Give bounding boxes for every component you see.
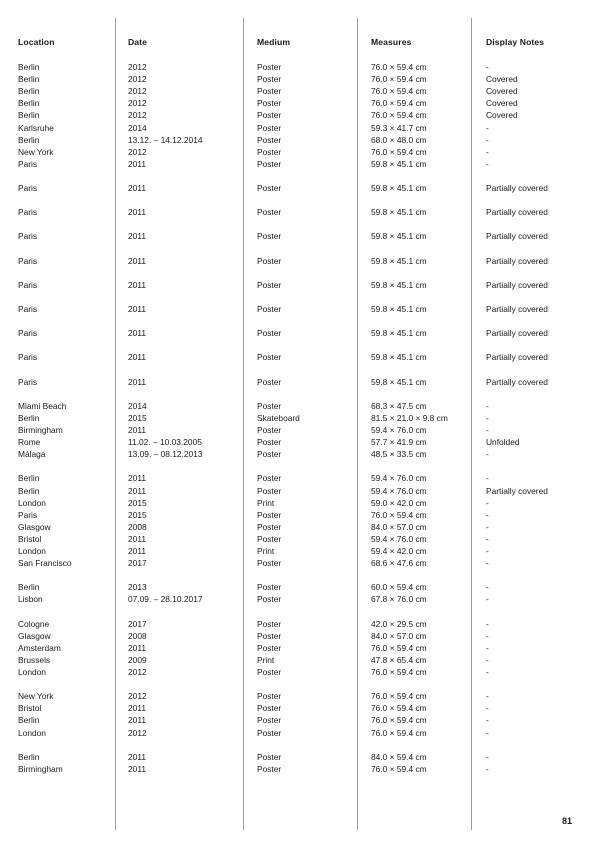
cell-notes: - <box>486 630 489 641</box>
cell-notes: Unfolded <box>486 437 520 448</box>
cell-date: 2011 <box>128 376 147 387</box>
cell-medium: Poster <box>257 667 282 677</box>
cell-location: Paris <box>18 255 38 266</box>
cell-location: Amsterdam <box>18 642 61 653</box>
cell-location: London <box>18 497 46 508</box>
cell-location: Paris <box>18 352 38 363</box>
cell-date: 2011 <box>128 255 147 266</box>
cell-measures: 76.0 × 59.4 cm <box>371 763 427 774</box>
cell-medium: Poster <box>257 630 282 641</box>
cell-notes: - <box>486 582 489 593</box>
cell-notes: - <box>486 703 489 714</box>
cell-medium: Poster <box>257 207 282 218</box>
cell-measures: 67.8 × 76.0 cm <box>371 594 427 605</box>
cell-notes: - <box>486 400 489 411</box>
cell-location: Berlin <box>18 412 40 423</box>
table-row <box>0 327 600 339</box>
cell-notes: - <box>486 158 489 169</box>
cell-medium: Poster <box>257 703 282 714</box>
table-row <box>0 182 600 194</box>
cell-date: 2011 <box>128 751 147 762</box>
table-row <box>0 97 600 109</box>
cell-notes: - <box>486 667 489 677</box>
cell-medium: Poster <box>257 727 282 738</box>
cell-medium: Poster <box>257 86 282 97</box>
cell-location: London <box>18 546 46 556</box>
cell-date: 2008 <box>128 630 147 641</box>
cell-measures: 76.0 × 59.4 cm <box>371 86 427 97</box>
cell-measures: 59.4 × 76.0 cm <box>371 485 427 496</box>
cell-date: 2012 <box>128 727 147 738</box>
cell-date: 2011 <box>128 279 147 290</box>
cell-location: Karlsruhe <box>18 122 54 133</box>
table-row <box>0 424 600 436</box>
cell-notes: - <box>486 594 489 605</box>
cell-measures: 59.8 × 45.1 cm <box>371 328 427 339</box>
cell-measures: 76.0 × 59.4 cm <box>371 509 427 520</box>
cell-measures: 76.0 × 59.4 cm <box>371 715 427 726</box>
cell-notes: - <box>486 751 489 762</box>
cell-notes: - <box>486 533 489 544</box>
cell-measures: 84.0 × 57.0 cm <box>371 630 427 641</box>
cell-date: 2017 <box>128 558 147 569</box>
cell-date: 2014 <box>128 400 147 411</box>
cell-medium: Poster <box>257 62 282 72</box>
table-row <box>0 545 600 557</box>
cell-notes: - <box>486 642 489 653</box>
cell-notes: - <box>486 654 489 665</box>
cell-medium: Poster <box>257 110 282 121</box>
cell-notes: - <box>486 62 489 72</box>
cell-date: 2012 <box>128 667 147 677</box>
cell-location: Brussels <box>18 654 51 665</box>
cell-measures: 59.8 × 45.1 cm <box>371 352 427 363</box>
table-row <box>0 255 600 267</box>
cell-notes: - <box>486 473 489 484</box>
cell-date: 2014 <box>128 122 147 133</box>
table-row <box>0 400 600 412</box>
cell-measures: 76.0 × 59.4 cm <box>371 667 427 677</box>
cell-measures: 76.0 × 59.4 cm <box>371 727 427 738</box>
cell-notes: Partially covered <box>486 376 548 387</box>
cell-location: Berlin <box>18 110 40 121</box>
cell-date: 2012 <box>128 98 147 109</box>
table-row <box>0 158 600 170</box>
cell-measures: 68.0 × 48.0 cm <box>371 134 427 145</box>
cell-measures: 59.4 × 76.0 cm <box>371 473 427 484</box>
cell-measures: 59.8 × 45.1 cm <box>371 207 427 218</box>
table-row <box>0 593 600 605</box>
table-row <box>0 61 600 73</box>
table-row <box>0 279 600 291</box>
cell-location: Berlin <box>18 582 40 593</box>
cell-measures: 76.0 × 59.4 cm <box>371 642 427 653</box>
cell-medium: Poster <box>257 122 282 133</box>
cell-notes: - <box>486 425 489 435</box>
cell-measures: 76.0 × 59.4 cm <box>371 146 427 157</box>
table-row <box>0 714 600 726</box>
cell-medium: Poster <box>257 618 282 629</box>
cell-date: 2009 <box>128 654 147 665</box>
cell-measures: 68.6 × 47.6 cm <box>371 558 427 569</box>
table-row <box>0 521 600 533</box>
cell-medium: Poster <box>257 763 282 774</box>
cell-medium: Poster <box>257 521 282 532</box>
cell-measures: 59.8 × 45.1 cm <box>371 304 427 314</box>
cell-date: 2011 <box>128 485 147 496</box>
cell-location: Paris <box>18 376 38 387</box>
cell-notes: - <box>486 618 489 629</box>
cell-location: Birmingham <box>18 425 63 435</box>
header-display-notes: Display Notes <box>486 37 545 47</box>
cell-measures: 76.0 × 59.4 cm <box>371 74 427 85</box>
cell-date: 11.02. – 10.03.2005 <box>128 437 202 448</box>
cell-notes: - <box>486 146 489 157</box>
cell-medium: Poster <box>257 74 282 85</box>
cell-medium: Poster <box>257 715 282 726</box>
cell-location: London <box>18 667 46 677</box>
table-row <box>0 581 600 593</box>
cell-medium: Poster <box>257 146 282 157</box>
cell-medium: Poster <box>257 582 282 593</box>
cell-location: Miami Beach <box>18 400 67 411</box>
table-row <box>0 497 600 509</box>
cell-date: 2012 <box>128 110 147 121</box>
cell-location: Paris <box>18 279 38 290</box>
cell-notes: Partially covered <box>486 231 548 242</box>
cell-medium: Poster <box>257 231 282 242</box>
cell-measures: 59.0 × 42.0 cm <box>371 497 427 508</box>
cell-notes: Partially covered <box>486 328 548 339</box>
cell-date: 2011 <box>128 703 147 714</box>
cell-location: Berlin <box>18 62 40 72</box>
cell-location: Paris <box>18 158 38 169</box>
cell-medium: Print <box>257 654 275 665</box>
cell-medium: Poster <box>257 352 282 363</box>
cell-measures: 59.4 × 76.0 cm <box>371 425 427 435</box>
cell-location: Bristol <box>18 533 42 544</box>
table-row <box>0 654 600 666</box>
cell-location: Paris <box>18 328 38 339</box>
cell-notes: Covered <box>486 110 518 121</box>
cell-notes: Covered <box>486 74 518 85</box>
cell-location: Berlin <box>18 751 40 762</box>
cell-notes: - <box>486 727 489 738</box>
cell-measures: 60.0 × 59.4 cm <box>371 582 427 593</box>
cell-date: 2012 <box>128 146 147 157</box>
cell-date: 2011 <box>128 763 147 774</box>
cell-medium: Poster <box>257 594 282 605</box>
table-row <box>0 702 600 714</box>
cell-medium: Poster <box>257 558 282 569</box>
cell-date: 13.09. – 08.12.2013 <box>128 449 203 460</box>
cell-medium: Poster <box>257 98 282 109</box>
cell-medium: Poster <box>257 449 282 460</box>
cell-location: Paris <box>18 207 38 218</box>
cell-date: 2011 <box>128 642 147 653</box>
cell-measures: 68.3 × 47.5 cm <box>371 400 427 411</box>
table-row <box>0 630 600 642</box>
table-row <box>0 557 600 569</box>
cell-notes: - <box>486 546 489 556</box>
cell-medium: Skateboard <box>257 412 300 423</box>
table-row <box>0 533 600 545</box>
cell-date: 2011 <box>128 352 147 363</box>
cell-measures: 59.4 × 42.0 cm <box>371 546 427 556</box>
cell-medium: Poster <box>257 279 282 290</box>
cell-location: Birmingham <box>18 763 63 774</box>
cell-medium: Poster <box>257 485 282 496</box>
cell-notes: Partially covered <box>486 304 548 314</box>
cell-notes: Covered <box>486 86 518 97</box>
table-row <box>0 206 600 218</box>
cell-date: 2015 <box>128 497 147 508</box>
cell-date: 2008 <box>128 521 147 532</box>
cell-medium: Poster <box>257 183 282 193</box>
cell-location: Berlin <box>18 485 40 496</box>
page-number: 81 <box>562 816 573 826</box>
cell-measures: 81.5 × 21.0 × 9.8 cm <box>371 412 448 423</box>
table-row <box>0 763 600 775</box>
cell-medium: Poster <box>257 691 282 702</box>
cell-date: 2011 <box>128 158 147 169</box>
cell-medium: Poster <box>257 255 282 266</box>
cell-date: 2012 <box>128 74 147 85</box>
cell-notes: Partially covered <box>486 485 548 496</box>
cell-date: 2015 <box>128 412 147 423</box>
table-row <box>0 485 600 497</box>
cell-location: Paris <box>18 183 38 193</box>
cell-medium: Poster <box>257 304 282 314</box>
cell-measures: 84.0 × 57.0 cm <box>371 521 427 532</box>
cell-medium: Poster <box>257 751 282 762</box>
cell-location: Berlin <box>18 98 40 109</box>
table-row <box>0 412 600 424</box>
cell-location: Lisbon <box>18 594 43 605</box>
cell-measures: 59.4 × 76.0 cm <box>371 533 427 544</box>
cell-location: New York <box>18 146 54 157</box>
cell-medium: Print <box>257 497 275 508</box>
cell-location: Berlin <box>18 86 40 97</box>
cell-notes: - <box>486 558 489 569</box>
cell-location: Bristol <box>18 703 42 714</box>
cell-location: London <box>18 727 46 738</box>
cell-measures: 76.0 × 59.4 cm <box>371 691 427 702</box>
table-row <box>0 134 600 146</box>
cell-date: 2011 <box>128 183 147 193</box>
cell-notes: Partially covered <box>486 352 548 363</box>
cell-notes: - <box>486 122 489 133</box>
cell-measures: 76.0 × 59.4 cm <box>371 703 427 714</box>
cell-location: Paris <box>18 304 38 314</box>
cell-measures: 76.0 × 59.4 cm <box>371 110 427 121</box>
table-row <box>0 109 600 121</box>
cell-measures: 76.0 × 59.4 cm <box>371 98 427 109</box>
cell-medium: Poster <box>257 134 282 145</box>
cell-medium: Poster <box>257 533 282 544</box>
cell-location: Rome <box>18 437 41 448</box>
cell-location: Berlin <box>18 74 40 85</box>
table-row <box>0 376 600 388</box>
cell-location: Berlin <box>18 473 40 484</box>
cell-date: 2012 <box>128 86 147 97</box>
cell-notes: Partially covered <box>486 255 548 266</box>
table-row <box>0 727 600 739</box>
cell-measures: 42.0 × 29.5 cm <box>371 618 427 629</box>
cell-location: Paris <box>18 231 38 242</box>
cell-medium: Poster <box>257 328 282 339</box>
cell-location: Paris <box>18 509 38 520</box>
cell-date: 2011 <box>128 425 147 435</box>
cell-date: 2011 <box>128 473 147 484</box>
header-location: Location <box>18 37 55 47</box>
cell-location: San Francisco <box>18 558 72 569</box>
cell-measures: 84.0 × 59.4 cm <box>371 751 427 762</box>
table-row <box>0 351 600 363</box>
cell-notes: - <box>486 509 489 520</box>
table-row <box>0 230 600 242</box>
cell-measures: 47.8 × 65.4 cm <box>371 654 427 665</box>
cell-notes: - <box>486 715 489 726</box>
cell-medium: Print <box>257 546 275 556</box>
table-row <box>0 472 600 484</box>
table-row <box>0 85 600 97</box>
cell-measures: 57.7 × 41.9 cm <box>371 437 427 448</box>
cell-notes: - <box>486 497 489 508</box>
table-row <box>0 618 600 630</box>
table-row <box>0 690 600 702</box>
cell-location: Glasgow <box>18 630 51 641</box>
cell-date: 2017 <box>128 618 147 629</box>
cell-notes: - <box>486 763 489 774</box>
cell-date: 2011 <box>128 231 147 242</box>
table-row <box>0 436 600 448</box>
cell-measures: 48.5 × 33.5 cm <box>371 449 427 460</box>
header-medium: Medium <box>257 37 291 47</box>
cell-notes: - <box>486 412 489 423</box>
table-row <box>0 509 600 521</box>
cell-location: Cologne <box>18 618 50 629</box>
cell-measures: 59.8 × 45.1 cm <box>371 255 427 266</box>
cell-location: Málaga <box>18 449 46 460</box>
cell-notes: Partially covered <box>486 183 548 193</box>
table-row <box>0 122 600 134</box>
cell-notes: Covered <box>486 98 518 109</box>
cell-measures: 76.0 × 59.4 cm <box>371 62 427 72</box>
header-date: Date <box>128 37 148 47</box>
cell-notes: - <box>486 691 489 702</box>
table-row <box>0 146 600 158</box>
cell-date: 2011 <box>128 715 147 726</box>
table-row <box>0 642 600 654</box>
cell-date: 2011 <box>128 533 147 544</box>
cell-date: 2011 <box>128 207 147 218</box>
cell-medium: Poster <box>257 376 282 387</box>
cell-measures: 59.8 × 45.1 cm <box>371 231 427 242</box>
cell-notes: - <box>486 134 489 145</box>
cell-date: 2013 <box>128 582 147 593</box>
cell-location: Glasgow <box>18 521 51 532</box>
cell-date: 2011 <box>128 328 147 339</box>
cell-location: Berlin <box>18 715 40 726</box>
table-row <box>0 448 600 460</box>
cell-date: 07.09. – 28.10.2017 <box>128 594 203 605</box>
table-row <box>0 303 600 315</box>
cell-date: 2011 <box>128 304 147 314</box>
cell-medium: Poster <box>257 473 282 484</box>
cell-medium: Poster <box>257 158 282 169</box>
cell-medium: Poster <box>257 425 282 435</box>
cell-medium: Poster <box>257 509 282 520</box>
table-row <box>0 73 600 85</box>
cell-measures: 59.8 × 45.1 cm <box>371 376 427 387</box>
cell-notes: Partially covered <box>486 207 548 218</box>
cell-notes: - <box>486 449 489 460</box>
cell-notes: - <box>486 521 489 532</box>
cell-date: 2015 <box>128 509 147 520</box>
table-row <box>0 751 600 763</box>
cell-measures: 59.3 × 41.7 cm <box>371 122 427 133</box>
cell-notes: Partially covered <box>486 279 548 290</box>
header-measures: Measures <box>371 37 412 47</box>
cell-measures: 59.8 × 45.1 cm <box>371 183 427 193</box>
cell-medium: Poster <box>257 437 282 448</box>
cell-medium: Poster <box>257 642 282 653</box>
table-row <box>0 666 600 678</box>
cell-date: 2012 <box>128 62 147 72</box>
cell-location: New York <box>18 691 54 702</box>
cell-measures: 59.8 × 45.1 cm <box>371 158 427 169</box>
cell-date: 2012 <box>128 691 147 702</box>
cell-measures: 59.8 × 45.1 cm <box>371 279 427 290</box>
cell-medium: Poster <box>257 400 282 411</box>
cell-location: Berlin <box>18 134 40 145</box>
cell-date: 13.12. – 14.12.2014 <box>128 134 203 145</box>
cell-date: 2011 <box>128 546 147 556</box>
